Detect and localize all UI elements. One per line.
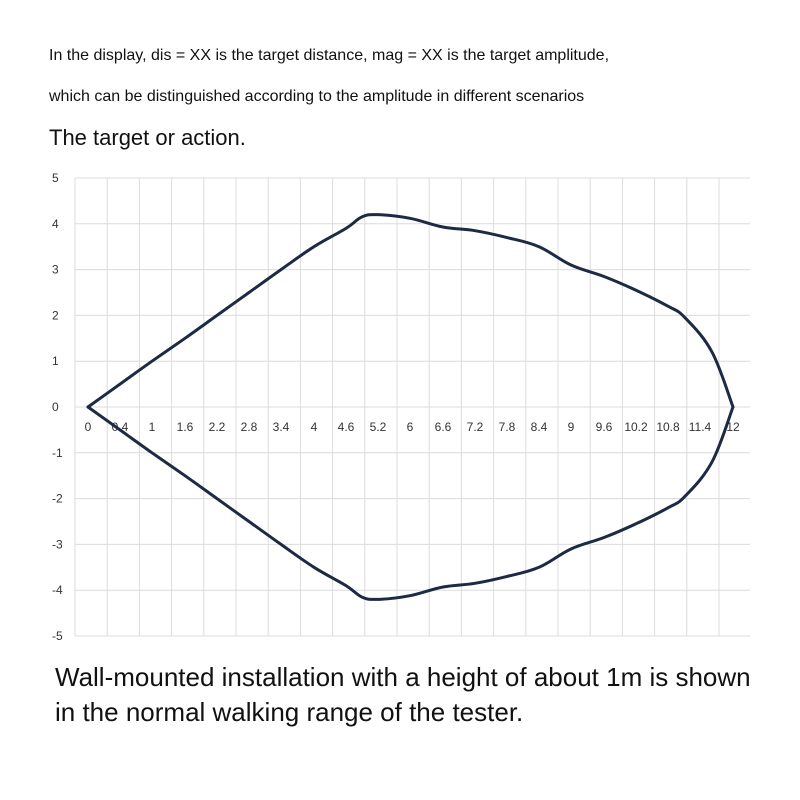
x-tick-label: 3.4 <box>272 420 290 434</box>
x-tick-label: 4 <box>310 420 318 434</box>
x-tick-label: 11.4 <box>688 420 712 434</box>
y-tick-label: 1 <box>52 354 59 369</box>
y-tick-label: 5 <box>52 171 59 185</box>
boundary-chart <box>0 160 800 650</box>
x-tick-label: 4.6 <box>337 420 355 434</box>
x-tick-label: 12 <box>726 420 740 434</box>
x-tick-label: 10.8 <box>656 420 680 434</box>
x-tick-label: 6.6 <box>434 420 452 434</box>
x-tick-label: 0.4 <box>111 420 129 434</box>
x-tick-label: 10.2 <box>624 420 648 434</box>
intro-line-1: In the display, dis = XX is the target distance, mag = XX is the target amplitude, <box>49 47 610 64</box>
y-tick-label: -5 <box>52 629 63 643</box>
series-line-lower <box>88 407 733 599</box>
y-tick-labels <box>52 171 63 643</box>
intro-line-2: which can be distinguished according to the amplitude in different scenarios <box>49 88 585 105</box>
y-tick-label: -1 <box>52 445 63 460</box>
x-tick-label: 9.6 <box>595 420 613 434</box>
y-tick-label: 0 <box>52 400 59 414</box>
x-tick-label: 1 <box>148 420 156 434</box>
series-line-upper <box>88 215 733 407</box>
x-tick-label: 5.2 <box>369 420 387 434</box>
chart-heading: The target or action. <box>49 125 246 150</box>
grid-lines <box>75 178 750 636</box>
y-tick-label: 3 <box>52 262 59 277</box>
y-tick-label: -4 <box>52 583 63 598</box>
y-tick-label: 2 <box>52 308 59 323</box>
y-tick-label: 4 <box>52 216 59 231</box>
x-tick-label: 2.8 <box>240 420 258 434</box>
x-tick-label: 7.8 <box>498 420 516 434</box>
footer-note: Wall-mounted installation with a height of about 1m is shown in the normal walking range of the tester. <box>55 662 751 727</box>
x-tick-label: 0 <box>84 420 92 434</box>
x-tick-label: 6 <box>406 420 414 434</box>
x-tick-label: 2.2 <box>208 420 226 434</box>
x-tick-label: 8.4 <box>530 420 548 434</box>
x-tick-label: 9 <box>567 420 575 434</box>
x-tick-label: 1.6 <box>176 420 194 434</box>
y-tick-label: -2 <box>52 491 63 506</box>
x-tick-label: 7.2 <box>466 420 484 434</box>
y-tick-label: -3 <box>52 537 63 552</box>
x-tick-labels <box>85 420 740 434</box>
